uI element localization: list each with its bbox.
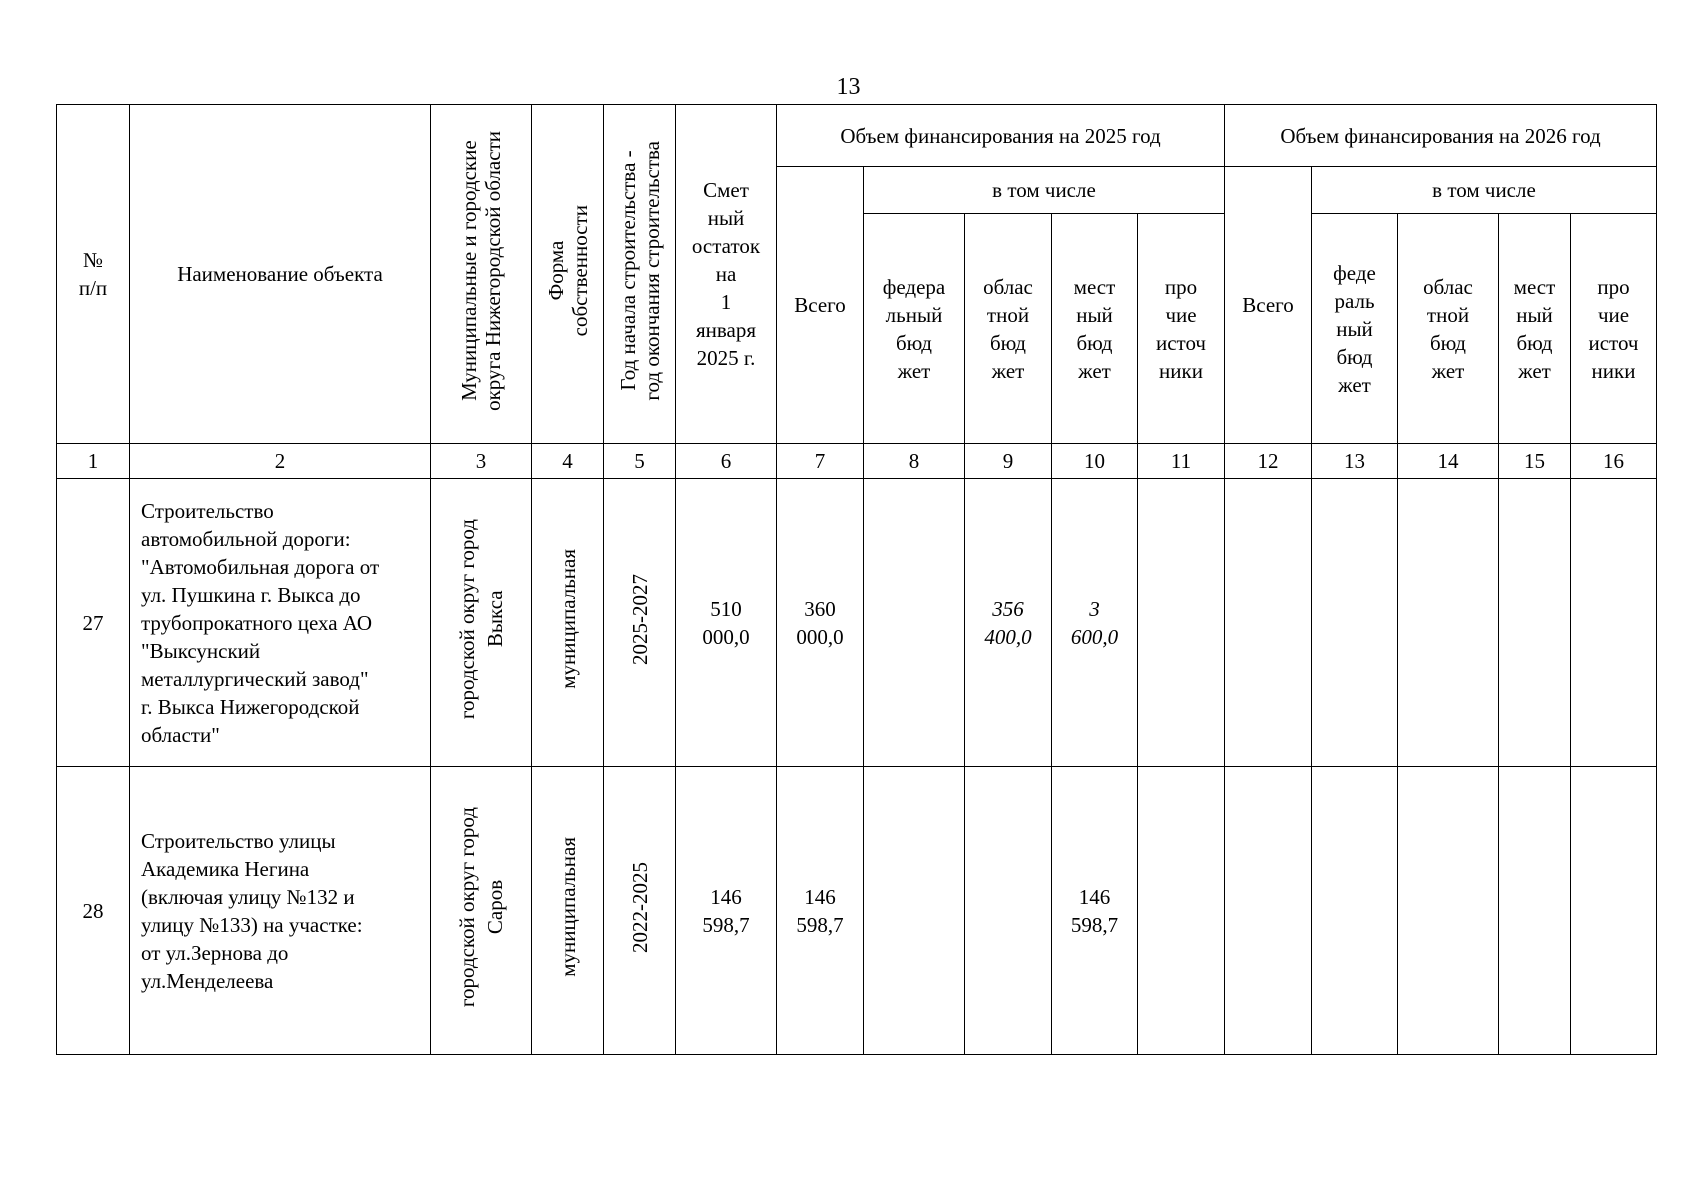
header-other-2026: про чие источ ники	[1571, 214, 1657, 444]
column-number: 6	[676, 444, 777, 479]
header-years-text: Год начала строительства - год окончания строительства	[615, 140, 664, 401]
header-local-2025: мест ный бюд жет	[1052, 214, 1138, 444]
header-total-2025: Всего	[777, 167, 864, 444]
column-number: 5	[604, 444, 676, 479]
page-number: 13	[836, 74, 861, 100]
column-number: 10	[1052, 444, 1138, 479]
row-number: 28	[57, 767, 130, 1055]
table-row	[57, 479, 1657, 767]
regional-2025-value: 356 400,0	[965, 479, 1052, 767]
years-text: 2022-2025	[627, 861, 652, 953]
header-regional-2025: облас тной бюд жет	[965, 214, 1052, 444]
local-2026-value	[1499, 767, 1571, 1055]
header-object-name: Наименование объекта	[130, 105, 431, 444]
remainder-value: 146 598,7	[676, 767, 777, 1055]
local-2025-value: 146 598,7	[1052, 767, 1138, 1055]
header-group-2025: Объем финансирования на 2025 год	[777, 105, 1225, 167]
header-group-2026: Объем финансирования на 2026 год	[1225, 105, 1657, 167]
table-row	[57, 767, 1657, 1055]
federal-2026-value	[1312, 767, 1398, 1055]
okrug-text: городской округ город Выкса	[455, 518, 507, 720]
column-number: 8	[864, 444, 965, 479]
row-number: 27	[57, 479, 130, 767]
ownership-cell	[532, 479, 604, 767]
column-number: 16	[1571, 444, 1657, 479]
okrug-text: городской округ город Саров	[455, 806, 507, 1008]
financing-table	[56, 104, 1657, 1055]
object-name: Строительство улицы Академика Негина (включая улицу №132 и улицу №133) на участке: от ул.Зернова до ул.Менделеева	[130, 767, 431, 1055]
column-number: 2	[130, 444, 431, 479]
header-regional-2026: облас тной бюд жет	[1398, 214, 1499, 444]
years-cell	[604, 479, 676, 767]
object-name: Строительство автомобильной дороги: "Автомобильная дорога от ул. Пушкина г. Выкса до трубопрокатного цеха АО "Выксунский металлургический завод" г. Выкса Нижегородской области"	[130, 479, 431, 767]
column-number-row	[57, 444, 1657, 479]
header-row-1	[57, 105, 1657, 167]
column-number: 7	[777, 444, 864, 479]
ownership-cell	[532, 767, 604, 1055]
column-number: 11	[1138, 444, 1225, 479]
other-2026-value	[1571, 479, 1657, 767]
column-number: 3	[431, 444, 532, 479]
column-number: 4	[532, 444, 604, 479]
regional-2026-value	[1398, 479, 1499, 767]
total-2025-value: 146 598,7	[777, 767, 864, 1055]
header-incl-2025: в том числе	[864, 167, 1225, 214]
header-ownership-text: Форма собственности	[543, 204, 592, 337]
federal-2025-value	[864, 767, 965, 1055]
column-number: 12	[1225, 444, 1312, 479]
federal-2025-value	[864, 479, 965, 767]
column-number: 1	[57, 444, 130, 479]
header-local-2026: мест ный бюд жет	[1499, 214, 1571, 444]
header-incl-2026: в том числе	[1312, 167, 1657, 214]
local-2026-value	[1499, 479, 1571, 767]
years-cell	[604, 767, 676, 1055]
header-years	[604, 105, 676, 444]
regional-2025-value	[965, 767, 1052, 1055]
remainder-value: 510 000,0	[676, 479, 777, 767]
total-2025-value: 360 000,0	[777, 479, 864, 767]
header-federal-2025: федера льный бюд жет	[864, 214, 965, 444]
local-2025-value: 3 600,0	[1052, 479, 1138, 767]
column-number: 13	[1312, 444, 1398, 479]
ownership-text: муниципальная	[555, 549, 580, 689]
other-2025-value	[1138, 767, 1225, 1055]
ownership-text: муниципальная	[555, 837, 580, 977]
header-total-2026: Всего	[1225, 167, 1312, 444]
header-num: № п/п	[57, 105, 130, 444]
header-federal-2026: феде раль ный бюд жет	[1312, 214, 1398, 444]
total-2026-value	[1225, 767, 1312, 1055]
okrug-cell	[431, 767, 532, 1055]
header-okrug-text: Муниципальные и городские округа Нижегородской области	[457, 130, 505, 411]
column-number: 15	[1499, 444, 1571, 479]
federal-2026-value	[1312, 479, 1398, 767]
header-okrug	[431, 105, 532, 444]
header-other-2025: про чие источ ники	[1138, 214, 1225, 444]
regional-2026-value	[1398, 767, 1499, 1055]
column-number: 14	[1398, 444, 1499, 479]
header-remainder: Смет ный остаток на 1 января 2025 г.	[676, 105, 777, 444]
total-2026-value	[1225, 479, 1312, 767]
other-2025-value	[1138, 479, 1225, 767]
column-number: 9	[965, 444, 1052, 479]
years-text: 2025-2027	[627, 573, 652, 665]
other-2026-value	[1571, 767, 1657, 1055]
header-ownership	[532, 105, 604, 444]
okrug-cell	[431, 479, 532, 767]
